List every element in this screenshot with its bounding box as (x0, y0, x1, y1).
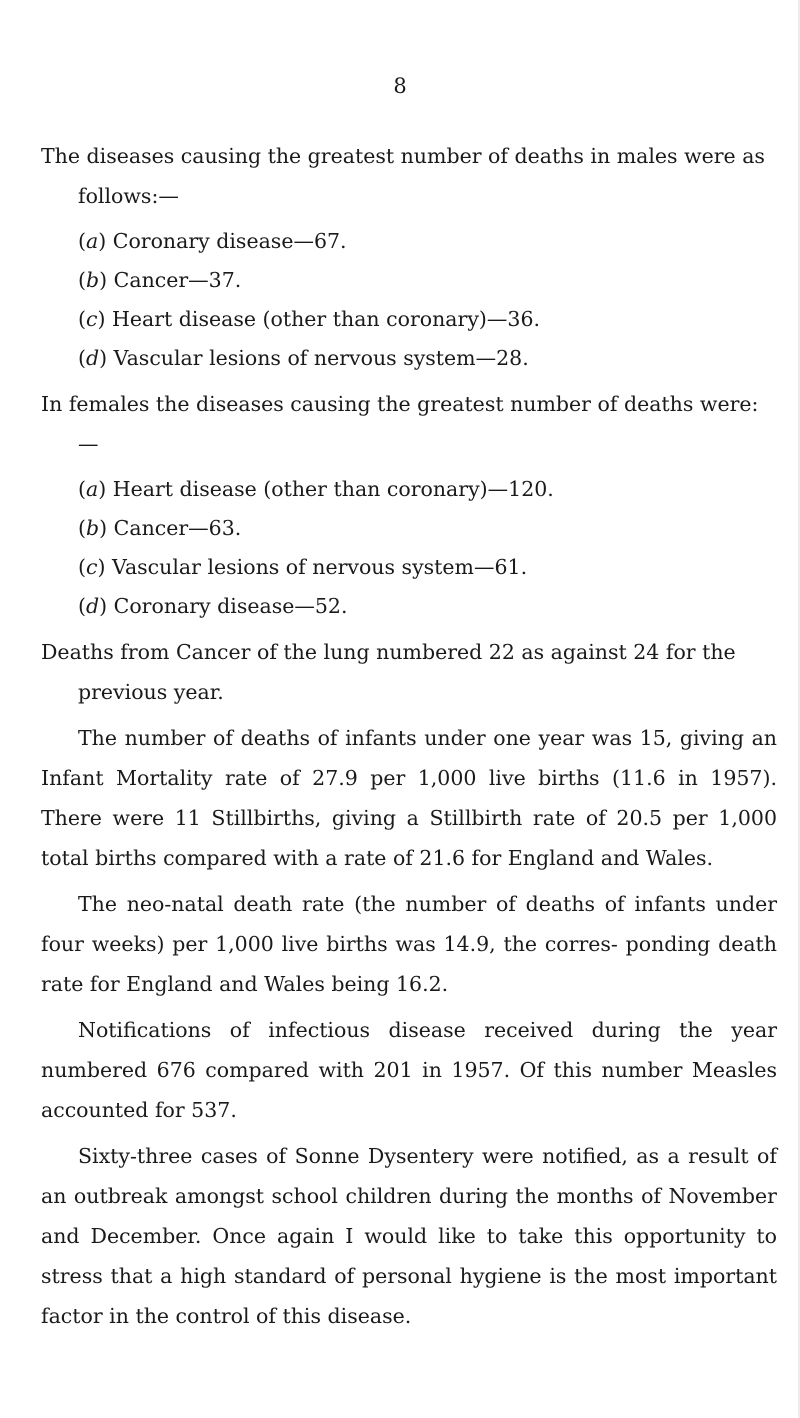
list-item-text: Coronary disease—67. (112, 229, 347, 253)
female-deaths-intro: In females the diseases causing the greatest number of deaths were:— (41, 392, 759, 456)
list-letter: d (86, 594, 100, 618)
list-item: (d) Vascular lesions of nervous system—28. (78, 346, 529, 370)
list-item: (a) Coronary disease—67. (78, 229, 347, 253)
list-letter: b (86, 516, 100, 540)
list-item: (c) Vascular lesions of nervous system—61. (78, 555, 528, 579)
list-item: (d) Coronary disease—52. (78, 594, 348, 618)
list-item-text: Heart disease (other than coronary)—120. (112, 477, 554, 501)
infant-mortality-paragraph: The number of deaths of infants under one year was 15, giving an Infant Mortality rate of 27.9 per 1,000 live births (11.6 in 1957). There were 11 Stillbirths, giving a Stillbirth rate of 20.5 per 1,000 total births compared with a rate of 21.6 for England and Wales. (41, 726, 777, 870)
list-item: (b) Cancer—37. (78, 268, 242, 292)
notifications-paragraph: Notifications of infectious disease received during the year numbered 676 compared with 201 in 1957. Of this number Measles accounted for 537. (41, 1018, 777, 1122)
list-letter: a (86, 229, 99, 253)
list-letter: c (86, 555, 98, 579)
list-item: (a) Heart disease (other than coronary)—120. (78, 477, 554, 501)
list-letter: b (86, 268, 100, 292)
lung-cancer-paragraph: Deaths from Cancer of the lung numbered 22 as against 24 for the previous year. (41, 640, 736, 704)
male-deaths-intro: The diseases causing the greatest number of deaths in males were as follows:— (41, 144, 765, 208)
page-number: 8 (393, 74, 407, 98)
list-letter: a (86, 477, 99, 501)
list-letter: c (86, 307, 98, 331)
list-item-text: Heart disease (other than coronary)—36. (112, 307, 541, 331)
list-item-text: Cancer—63. (113, 516, 242, 540)
list-item: (b) Cancer—63. (78, 516, 242, 540)
document-body (41, 136, 777, 1342)
list-item-text: Coronary disease—52. (113, 594, 348, 618)
list-item-text: Vascular lesions of nervous system—61. (112, 555, 528, 579)
female-deaths-list (41, 470, 777, 626)
dysentery-paragraph: Sixty-three cases of Sonne Dysentery were notified, as a result of an outbreak amongst school children during the months of November and December. Once again I would like to take this opportunity to stress that a high standard of personal hygiene is the most important factor in the control of this disease. (41, 1144, 777, 1328)
male-deaths-list (41, 222, 777, 378)
list-item: (c) Heart disease (other than coronary)—36. (78, 307, 541, 331)
list-item-text: Vascular lesions of nervous system—28. (113, 346, 529, 370)
neonatal-paragraph: The neo-natal death rate (the number of deaths of infants under four weeks) per 1,000 live births was 14.9, the corres- ponding death rate for England and Wales being 16.2. (41, 892, 777, 996)
list-letter: d (86, 346, 100, 370)
list-item-text: Cancer—37. (113, 268, 242, 292)
